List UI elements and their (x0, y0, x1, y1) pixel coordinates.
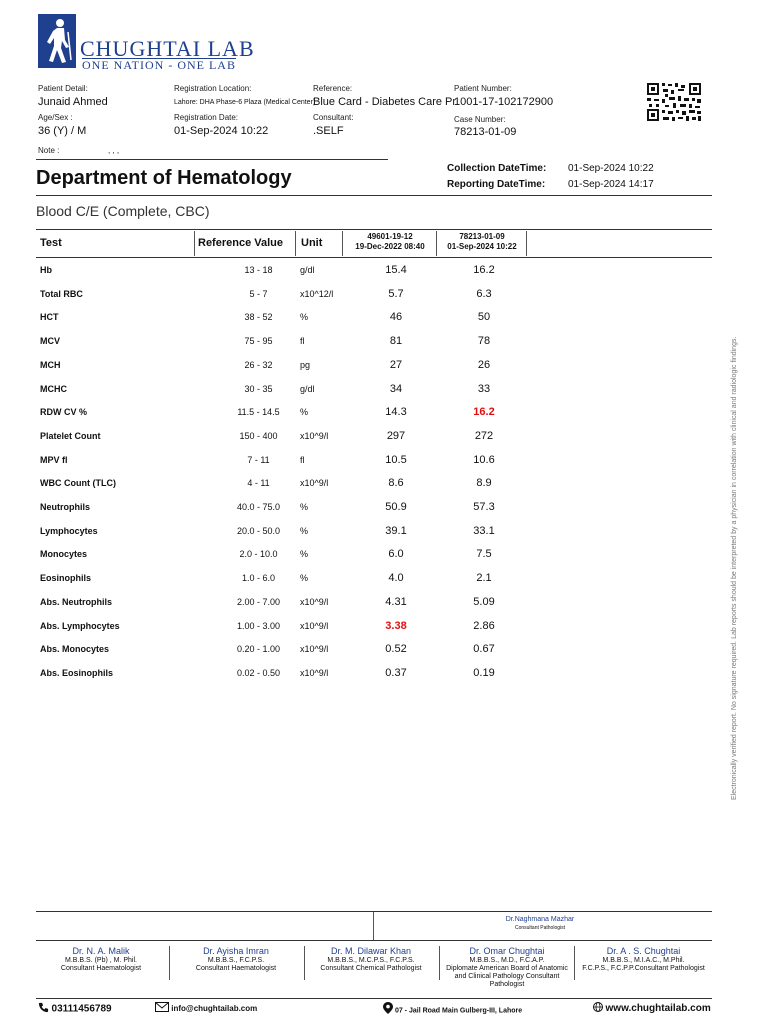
doctor-separator (574, 946, 575, 980)
reference-value: 20.0 - 50.0 (236, 525, 281, 536)
current-result: 0.19 (473, 666, 495, 679)
case-number-value: 78213-01-09 (454, 126, 517, 138)
test-name: Platelet Count (40, 430, 101, 441)
previous-result: 297 (386, 429, 406, 442)
footer-separator (373, 912, 374, 940)
column-separator (526, 231, 527, 256)
previous-result: 34 (389, 382, 403, 395)
reference-value: 30 - 35 (244, 383, 273, 394)
reference-value: 75 - 95 (244, 336, 273, 347)
doctor-qualifications: M.B.B.S., M.D., F.C.A.P. (469, 957, 545, 964)
reference-value: 0.20 - 1.00 (236, 644, 281, 655)
current-result: 26 (477, 358, 491, 371)
test-name: Abs. Eosinophils (40, 667, 114, 678)
table-row (36, 615, 526, 639)
current-result: 8.9 (476, 477, 492, 490)
table-row (36, 543, 526, 567)
brand-name: CHUGHTAI LAB (80, 36, 255, 61)
table-header-bottom-rule (36, 257, 712, 258)
unit-value: x10^9/l (300, 478, 329, 489)
phone-number[interactable]: 03111456789 (51, 1003, 112, 1015)
doctor-title: Consultant Haematologist (60, 965, 142, 972)
top-doctor-title: Consultant Pathologist (514, 925, 566, 931)
doctor-name: Dr. N. A. Malik (72, 946, 130, 956)
table-row (36, 496, 526, 520)
column-separator (295, 231, 296, 256)
reference-value: 150 - 400 (239, 430, 278, 441)
reference-value: 1.00 - 3.00 (236, 620, 281, 631)
doctor-card (36, 946, 166, 973)
reference-value: 26 - 32 (244, 359, 273, 370)
table-row (36, 354, 526, 378)
table-row (36, 591, 526, 615)
qr-code-icon (646, 82, 702, 122)
table-row (36, 662, 526, 686)
test-name: Monocytes (40, 549, 88, 560)
test-name: Eosinophils (40, 573, 92, 584)
current-result: 5.09 (473, 595, 495, 608)
current-result: 6.3 (476, 287, 492, 300)
footer-rule (36, 911, 712, 912)
reference-value: 0.02 - 0.50 (236, 667, 281, 678)
table-row (36, 472, 526, 496)
doctor-separator (304, 946, 305, 980)
table-row (36, 638, 526, 662)
doctor-qualifications: M.B.B.S., M.I.A.C., M.Phil. (602, 957, 685, 964)
current-result: 78 (477, 335, 491, 348)
footer-rule (36, 940, 712, 941)
registration-date-label: Registration Date: (174, 113, 239, 122)
reference-value: 2.0 - 10.0 (239, 549, 278, 560)
test-name: Total RBC (40, 288, 83, 299)
patient-name: Junaid Ahmed (38, 96, 108, 108)
table-header-top-rule (36, 229, 712, 230)
globe-icon (593, 1002, 603, 1015)
current-result: 2.1 (476, 572, 492, 585)
patient-number-label: Patient Number: (454, 84, 512, 93)
column-separator (436, 231, 437, 256)
unit-value: x10^9/l (300, 620, 329, 631)
doctor-name: Dr. M. Dilawar Khan (330, 946, 412, 956)
unit-value: % (300, 407, 309, 418)
current-result: 33.1 (473, 524, 495, 537)
column-header-unit: Unit (301, 237, 323, 249)
previous-result: 4.0 (388, 572, 404, 585)
previous-result: 50.9 (385, 501, 407, 513)
consultant-value: .SELF (313, 125, 344, 137)
current-result: 57.3 (473, 501, 495, 513)
doctor-title: Consultant Chemical Pathologist (320, 965, 422, 972)
test-title: Blood C/E (Complete, CBC) (36, 203, 210, 219)
previous-result: 39.1 (385, 524, 407, 537)
table-row (36, 520, 526, 544)
current-result: 16.2 (473, 264, 495, 276)
consultant-label: Consultant: (313, 113, 354, 122)
reporting-datetime-value: 01-Sep-2024 14:17 (568, 179, 654, 190)
note-label: Note : (38, 146, 60, 155)
column-separator (194, 231, 195, 256)
column-separator (342, 231, 343, 256)
unit-value: fl (300, 454, 305, 465)
previous-result: 5.7 (388, 287, 404, 300)
reference-value: 7 - 11 (247, 454, 270, 465)
table-row (36, 306, 526, 330)
top-doctor-name: Dr.Naghmana Mazhar (505, 916, 575, 923)
table-row (36, 401, 526, 425)
previous-result: 4.31 (385, 595, 407, 608)
test-name: Neutrophils (40, 502, 91, 512)
table-row (36, 378, 526, 402)
note-value: , , , (108, 146, 120, 155)
divider (36, 195, 712, 196)
previous-result: 81 (389, 335, 403, 348)
collection-datetime-label: Collection DateTime: (447, 163, 547, 174)
registration-location-label: Registration Location: (174, 84, 252, 93)
unit-value: fl (300, 336, 305, 347)
reference-value: 2.00 - 7.00 (236, 596, 281, 607)
previous-result: 3.38 (385, 619, 407, 632)
unit-value: g/dl (300, 383, 315, 394)
verification-note: Electronically verified report. No signature required. Lab reports should be interpreted by a physician in correlation with clinical and radiologic findings. (731, 336, 738, 800)
doctor-qualifications: M.B.B.S., M.C.P.S., F.C.P.S. (327, 957, 415, 964)
table-row (36, 449, 526, 473)
previous-result: 6.0 (388, 548, 404, 561)
current-result: 7.5 (476, 548, 492, 561)
doctor-separator (169, 946, 170, 980)
email-address[interactable]: info@chughtailab.com (171, 1004, 258, 1014)
unit-value: % (300, 502, 309, 512)
doctor-name: Dr. A . S. Chughtai (606, 946, 681, 956)
current-result: 33 (477, 382, 491, 395)
footer-phone (38, 1002, 112, 1016)
doctor-title: Consultant Haematologist (195, 965, 277, 972)
doctor-separator (439, 946, 440, 980)
doctor-card (575, 946, 712, 973)
column-header-current-date: 01-Sep-2024 10:22 (447, 242, 517, 251)
test-name: RDW CV % (40, 407, 87, 418)
doctor-qualifications: M.B.B.S., F.C.P.S. (207, 957, 265, 964)
unit-value: % (300, 312, 309, 323)
test-name: Lymphocytes (40, 525, 98, 536)
doctor-card (305, 946, 437, 973)
previous-result: 10.5 (385, 453, 407, 466)
footer-rule (36, 998, 712, 999)
doctor-card (440, 946, 574, 989)
test-name: MPV fl (40, 454, 68, 465)
current-result: 0.67 (473, 643, 495, 656)
test-name: Abs. Monocytes (40, 644, 110, 655)
unit-value: x10^9/l (300, 644, 329, 655)
previous-result: 14.3 (385, 406, 407, 419)
test-name: MCH (40, 359, 61, 370)
doctor-title: Diplomate American Board of Anatomic and Clinical Pathology Consultant Pathologist (446, 965, 568, 988)
reference-value: 38 - 52 (244, 312, 273, 323)
age-sex-value: 36 (Y) / M (38, 125, 87, 137)
case-number-label: Case Number: (454, 115, 506, 124)
current-result: 50 (477, 311, 491, 324)
unit-value: x10^12/l (300, 288, 334, 299)
previous-result: 0.37 (385, 666, 407, 679)
unit-value: x10^9/l (300, 430, 329, 441)
reference-value: Blue Card - Diabetes Care Pr (313, 96, 457, 108)
address-text: 07 - Jail Road Main Gulberg-III, Lahore (394, 1007, 523, 1015)
collection-datetime-value: 01-Sep-2024 10:22 (568, 163, 654, 174)
test-name: Abs. Neutrophils (40, 596, 113, 607)
doctor-qualifications: M.B.B.S. (Pb) , M. Phil. (65, 957, 137, 964)
table-row (36, 283, 526, 307)
previous-result: 8.6 (388, 477, 404, 490)
test-name: Hb (40, 265, 52, 275)
lab-logo-icon (38, 14, 76, 68)
divider (36, 159, 388, 160)
registration-date-value: 01-Sep-2024 10:22 (174, 125, 269, 137)
unit-value: % (300, 549, 309, 560)
reference-value: 11.5 - 14.5 (237, 407, 280, 418)
patient-number-value: 1001-17-102172900 (454, 96, 554, 108)
column-header-reference: Reference Value (198, 237, 283, 249)
website-link[interactable]: www.chughtailab.com (605, 1003, 711, 1014)
unit-value: x10^9/l (300, 596, 329, 607)
current-result: 272 (474, 429, 494, 442)
department-title: Department of Hematology (36, 167, 292, 189)
reference-value: 40.0 - 75.0 (236, 502, 281, 512)
previous-result: 27 (389, 358, 403, 371)
unit-value: % (300, 525, 309, 536)
doctor-title: F.C.P.S., F.C.P.P.Consultant Pathologist (582, 965, 705, 972)
unit-value: x10^9/l (300, 667, 329, 678)
reference-label: Reference: (313, 84, 353, 93)
test-name: HCT (40, 312, 59, 323)
phone-icon (38, 1002, 49, 1016)
registration-location-value: Lahore: DHA Phase-6 Plaza (Medical Center) (174, 99, 316, 106)
table-row (36, 330, 526, 354)
current-result: 16.2 (473, 406, 495, 419)
envelope-icon (155, 1002, 169, 1016)
test-name: MCV (40, 336, 60, 347)
test-name: WBC Count (TLC) (40, 478, 116, 489)
table-row (36, 425, 526, 449)
table-row (36, 259, 526, 283)
reporting-datetime-label: Reporting DateTime: (447, 179, 546, 190)
column-header-previous-date: 19-Dec-2022 08:40 (355, 242, 425, 251)
reference-value: 1.0 - 6.0 (241, 573, 276, 584)
doctor-name: Dr. Omar Chughtai (469, 946, 545, 956)
table-row (36, 567, 526, 591)
column-header-previous-id: 49601-19-12 (367, 232, 413, 241)
map-pin-icon (383, 1002, 393, 1019)
current-result: 2.86 (473, 619, 495, 632)
column-header-test: Test (40, 237, 62, 249)
test-name: MCHC (40, 383, 67, 394)
reference-value: 4 - 11 (247, 478, 270, 489)
unit-value: g/dl (300, 265, 315, 275)
age-sex-label: Age/Sex : (38, 113, 73, 122)
column-header-current-id: 78213-01-09 (459, 232, 505, 241)
footer-address (383, 1002, 522, 1019)
reference-value: 5 - 7 (249, 288, 268, 299)
previous-result: 0.52 (385, 643, 407, 656)
footer-website (593, 1002, 711, 1015)
brand-tagline: ONE NATION - ONE LAB (82, 58, 236, 72)
unit-value: % (300, 573, 309, 584)
unit-value: pg (300, 359, 311, 370)
patient-detail-label: Patient Detail: (38, 84, 88, 93)
doctor-name: Dr. Ayisha Imran (203, 946, 269, 956)
reference-value: 13 - 18 (244, 265, 273, 275)
previous-result: 46 (389, 311, 403, 324)
previous-result: 15.4 (385, 264, 407, 276)
current-result: 10.6 (473, 453, 495, 466)
doctor-card (170, 946, 302, 973)
test-name: Abs. Lymphocytes (40, 620, 120, 631)
footer-email (155, 1002, 257, 1016)
